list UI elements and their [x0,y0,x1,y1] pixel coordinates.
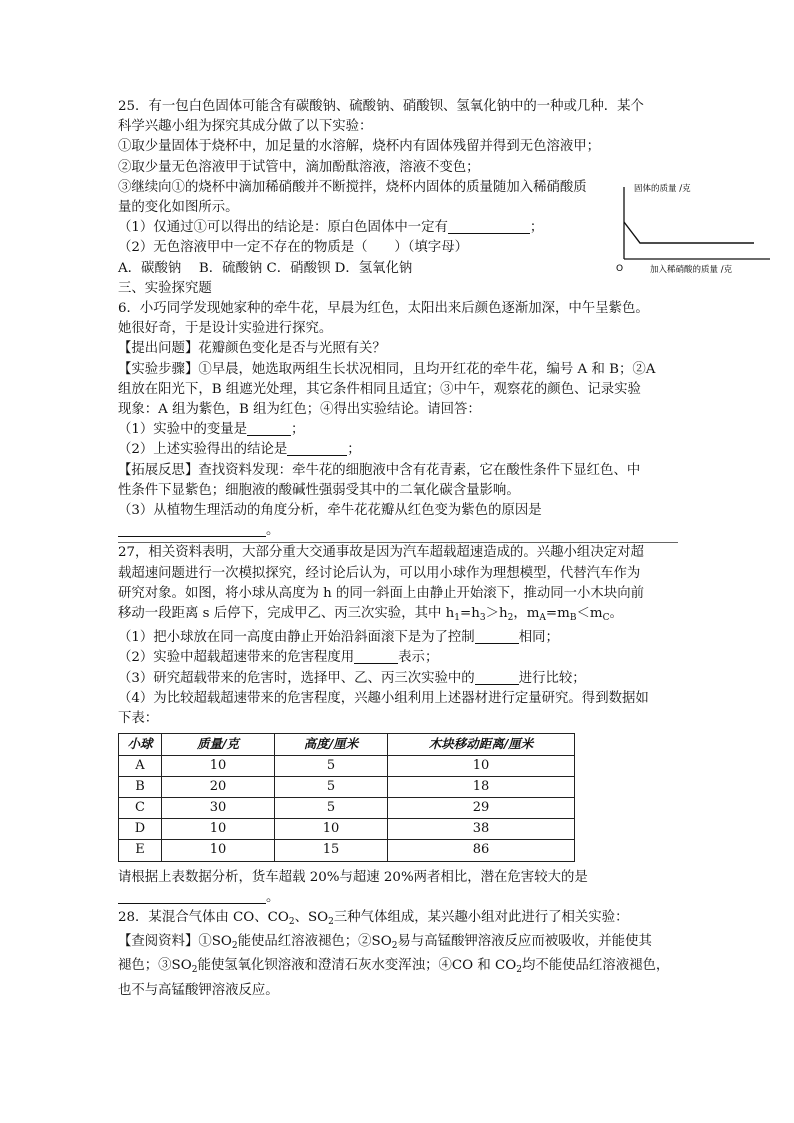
q27-text: ＞h [485,606,508,622]
question-28 [118,908,678,1001]
q28-text: 易与高锰酸钾溶液反应而被吸收，并能使其 [397,934,652,950]
q25-line: 量的变化如图所示。 [118,200,239,216]
answer-blank[interactable] [247,421,291,436]
q27-after-end: 。 [266,889,280,905]
subscript: B [569,613,577,624]
q6-sub2-end: ； [347,442,361,458]
subscript: 2 [391,941,398,952]
q27-sub1 [118,628,678,648]
q6-line: 她很好奇，于是设计实验进行探究。 [118,321,333,337]
graph-axes [624,187,770,259]
table-row [119,776,575,797]
table-cell: 29 [388,797,575,818]
subscript: 2 [231,941,238,952]
q28-text: 【查阅资料】①SO [118,934,232,950]
table-header: 小球 [119,734,162,755]
q6-sub3: （3）从植物生理活动的角度分析，牵牛花花瓣从红色变为紫色的原因是 [118,503,542,519]
table-cell: 86 [388,840,575,861]
table-header: 质量/克 [162,734,275,755]
table-cell: 20 [162,776,275,797]
q27-text: ＜m [576,606,603,622]
origin-label: O [616,264,624,274]
table-cell: 10 [275,819,388,840]
q6-line: 现象：A 组为紫色，B 组为红色；④得出实验结论。请回答： [118,402,481,418]
table-row [119,819,575,840]
q6-line: 【提出问题】花瓣颜色变化是否与光照有关？ [118,341,386,357]
answer-blank[interactable] [287,441,347,456]
q6-sub1 [118,420,678,440]
q27-text: 。 [609,606,623,622]
q28-text: 28．某混合气体由 CO、CO [118,909,289,925]
x-axis-label: 加入稀硝酸的质量 /克 [650,265,733,275]
q27-line: 载超速问题进行一次模拟探究，经讨论后认为，可以用小球作为理想模型，代替汽车作为 [118,565,641,581]
subscript: 2 [328,916,334,927]
table-cell: B [119,776,162,797]
q27-sub1-text: （1）把小球放在同一高度由静止开始沿斜面滚下是为了控制 [118,630,475,646]
q27-line: 研究对象。如图，将小球从高度为 h 的同一斜面上由静止开始滚下，推动同一小木块向前 [118,585,644,601]
table-cell: 5 [275,776,388,797]
q25-sub1-text: （1）仅通过①可以得出的结论是：原白色固体中一定有 [118,220,448,236]
question-6 [118,299,678,543]
data-table [118,733,575,861]
answer-blank[interactable] [475,629,519,644]
q28-text: 三种气体组成，某兴趣小组对此进行了相关实验： [333,909,629,925]
q6-sub3-end: 。 [266,523,280,539]
q6-sub1-text: （1）实验中的变量是 [118,422,248,438]
q25-sub1-end: ； [529,220,544,236]
q28-line-4: 也不与高锰酸钾溶液反应。 [118,982,279,998]
q25-line: 科学兴趣小组为探究其成分做了以下实验： [118,119,373,135]
q27-sub3-end: 进行比较； [518,670,586,686]
q28-text: 能使氢氧化钡溶液和澄清石灰水变浑浊；④CO 和 CO [197,958,517,974]
q27-line: 27，相关资料表明，大部分重大交通事故是因为汽车超载超速造成的。兴趣小组决定对超 [118,545,644,561]
q27-sub4-line: 下表： [118,711,159,727]
table-header: 木块移动距离/厘米 [388,734,575,755]
table-header: 高度/厘米 [275,734,388,755]
q6-expand-line: 【拓展反思】查找资料发现：牵牛花的细胞液中含有花青素，它在酸性条件下显红色、中 [118,462,641,478]
table-row [119,797,575,818]
answer-blank[interactable] [354,649,398,664]
q27-sub2 [118,648,678,668]
q27-line-4 [118,604,678,628]
answer-blank[interactable] [475,670,519,685]
subscript: C [602,613,610,624]
q27-sub2-end: 表示； [398,650,439,666]
table-cell: 15 [275,840,388,861]
section-title: 三、实验探究题 [118,280,212,296]
question-25 [118,97,678,279]
table-cell: 10 [162,840,275,861]
mass-graph [604,181,774,277]
q6-sub2-text: （2）上述实验得出的结论是 [118,442,288,458]
q25-line: ②取少量无色溶液甲于试管中，滴加酚酞溶液，溶液不变色； [118,159,480,175]
q27-sub3 [118,669,678,689]
table-cell: 10 [388,755,575,776]
table-row [119,755,575,776]
subscript: 2 [288,916,295,927]
subscript: 3 [479,613,486,624]
table-cell: 5 [275,797,388,818]
table-cell: D [119,819,162,840]
q28-line-1 [118,908,678,932]
y-axis-label: 固体的质量 /克 [634,184,691,194]
table-header-row [119,734,575,755]
q6-line: 6．小巧同学发现她家种的牵牛花，早晨为红色，太阳出来后颜色逐渐加深，中午呈紫色。 [118,301,649,317]
table-cell: A [119,755,162,776]
mass-curve [624,222,754,243]
subscript: 1 [454,613,460,624]
q6-line: 【实验步骤】①早晨，她选取两组生长状况相同，且均开红花的牵牛花，编号 A 和 B；②A [118,361,656,377]
q28-line-3 [118,956,678,980]
answer-blank[interactable] [448,219,530,234]
question-27 [118,543,678,907]
table-cell: 10 [162,755,275,776]
q28-text: 均不能使品红溶液褪色， [521,958,670,974]
table-cell: C [119,797,162,818]
table-cell: 10 [162,819,275,840]
subscript: 2 [507,613,514,624]
q27-sub2-text: （2）实验中超载超速带来的危害程度用 [118,650,355,666]
answer-blank[interactable] [118,889,266,904]
q6-sub1-end: ； [291,422,305,438]
q25-sub1 [118,218,678,238]
subscript: A [539,613,546,624]
table-cell: E [119,840,162,861]
q25-line: ③继续向①的烧杯中滴加稀硝酸并不断搅拌，烧杯内固体的质量随加入稀硝酸质 [118,179,587,195]
table-cell: 30 [162,797,275,818]
exam-page [118,97,678,1001]
q27-after-answer [118,888,678,908]
q25-line: ①取少量固体于烧杯中，加足量的水溶解，烧杯内有固体残留并得到无色溶液甲； [118,139,601,155]
q6-expand-line: 性条件下显紫色；细胞液的酸碱性强弱受其中的二氧化碳含量影响。 [118,482,520,498]
answer-blank[interactable] [118,522,266,537]
table-cell: 18 [388,776,575,797]
q25-options: A．碳酸钠 B．硫酸钠 C．硝酸钡 D．氢氧化钠 [118,260,413,276]
q27-text: ，m [513,606,540,622]
table-cell: 5 [275,755,388,776]
q27-text: =h [459,606,480,622]
q28-line-2 [118,932,678,956]
q6-line: 组放在阳光下，B 组遮光处理，其它条件相同且适宜；③中午，观察花的颜色、记录实验 [118,381,641,397]
q25-line: 25．有一包白色固体可能含有碳酸钠、硫酸钠、硝酸钡、氢氧化钠中的一种或几种．某个 [118,99,644,114]
subscript: 2 [516,965,522,976]
q28-text: 褪色；③SO [118,958,192,974]
q28-text: 能使品红溶液褪色；②SO [237,934,392,950]
q27-text: 移动一段距离 s 后停下，完成甲乙、丙三次实验，其中 h [118,606,455,622]
table-cell: 38 [388,819,575,840]
q27-after-table: 请根据上表数据分析，货车超载 20%与超速 20%两者相比，潜在危害较大的是 [118,869,588,885]
q6-sub3-answer [118,521,678,541]
q27-sub1-end: 相同； [518,630,559,646]
q27-text: =m [545,606,570,622]
table-row [119,840,575,861]
subscript: 2 [191,965,198,976]
q27-sub3-text: （3）研究超载带来的危害时，选择甲、乙、丙三次实验中的 [118,670,475,686]
q25-sub2: （2）无色溶液甲中一定不存在的物质是（ ）（填字母） [118,240,468,256]
q27-sub4-line: （4）为比较超载超速带来的危害程度，兴趣小组利用上述器材进行定量研究。得到数据如 [118,690,649,706]
q6-sub2 [118,440,678,460]
q28-text: 、SO [294,909,329,925]
